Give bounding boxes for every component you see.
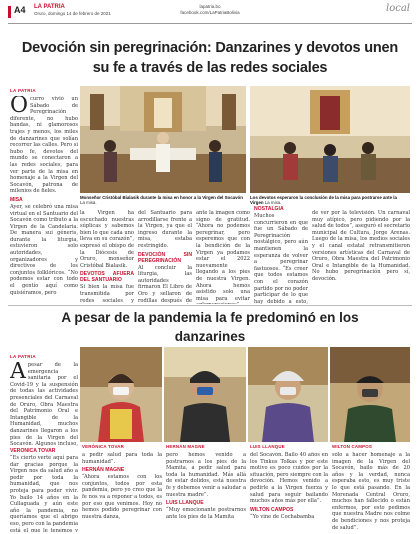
story1-column-2 — [80, 210, 134, 304]
caption-wilton-campos: WILTON CAMPOS — [332, 444, 372, 449]
story2-sub-luis: LUIS LLANQUE — [166, 500, 204, 507]
story2-sub-wilton: WILTON CAMPOS — [250, 506, 294, 513]
story1-photo-mass — [80, 86, 246, 193]
story1-misa-text: Ayer, se celebró una misa virtual en el Santuario del Socavón como tributo a la Virgen de la Candelaria. De manera sui géneris, durante la liturgia, estuvieron solo autoridades, organizadores y directivos de los conjuntos folklóricos. “No podemos estar con todo el gentío aquí como quisiéramos, pero — [10, 203, 78, 296]
story-divider — [8, 305, 412, 306]
caption-veronica-tovar: VERÓNICA TOVAR — [82, 444, 124, 449]
header-rule — [8, 23, 412, 24]
photo-wilton-campos — [330, 347, 410, 442]
web-info — [150, 4, 270, 16]
story1-col3b-text: Al concluir la liturgia, las autoridades firmaron El Libro de Oro y sellaron de rodillas después de — [138, 264, 192, 304]
section-name: local — [386, 3, 410, 14]
story2-column-4 — [250, 452, 328, 532]
story1-headline: Devoción sin peregrinación: Danzarines y devotos unen su fe a través de las redes sociales — [21, 40, 399, 76]
photo-hernan-magne — [164, 347, 246, 442]
story1-column-1 — [10, 96, 78, 304]
facebook-link[interactable]: facebook.com/LaPatriaBolivia — [180, 10, 240, 15]
story1-lead: curro vivió un Sábado de Peregrinación diferente, no hubo bandas, ni glamorosos trajes y menos, los miles de danzarines que solían recorrer las calles. Pero si hubo fe, devotos del mundo se conectaron a las redes sociales, para ver parte de la misa en homenaje a la Virgen del Socavón, patrona de milenios de fieles. — [10, 96, 78, 195]
story1-photo2-caption-credit: La misa. — [264, 200, 282, 206]
story2-column-1 — [10, 362, 78, 446]
story2-kicker: LA PATRIA — [10, 354, 36, 359]
newspaper-name: LA PATRIA — [34, 4, 65, 10]
caption-hernan-magne: HERNÁN MAGNE — [166, 444, 205, 449]
story1-photo1-caption-credit: La misa. — [80, 200, 97, 206]
issue-date: Oruro, domingo 14 de febrero de 2021 — [34, 11, 111, 16]
story1-photo-devotees — [250, 86, 410, 193]
story2-col4c-text: “Yo vine de Cochabamba — [250, 513, 315, 520]
story2-col3c-text: “Muy emocionante postrarnos ante los pies de la Mamita — [166, 507, 246, 520]
story1-photo1-caption — [80, 195, 246, 206]
story1-sub-misa: MISA — [10, 196, 23, 203]
story1-photo1-caption-text: Monseñor Cristóbal Bialasik durante la misa en honor a la Virgen del Socavón — [80, 195, 243, 200]
story1-column-4 — [196, 210, 250, 304]
story1-photo2-caption — [250, 195, 410, 206]
story2-col4b-text: del Socavón. Bailo 40 años en los Tinkus Tolkas y por este motivo es poco cuidos por la situación, pero siempre con la devoción. Hemos venido a pedirle a la Virgen fuerza y salud para seguir bailando muchos años más por ella”. — [250, 452, 328, 505]
story2-column-5 — [332, 452, 410, 532]
story1-col6-text: de ver por la televisión. Un carnaval muy atípico, pero pidiendo por la salud de todos”, aseguró el secretario municipal de Cultura, Jorge Arenas. Luego de la misa, los medios sociales y el canal estatal retransmitieron versiones artísticas del Carnaval de Oruro, Obra Maestra del Patrimonio Oral e Intangible de la Humanidad. No hubo peregrinación pero sí, devoción. — [312, 210, 410, 282]
story1-col3-text: del Santuario para arrodillarse frente a la Virgen, ya que el ingreso durante la misa, estaba restringido. — [138, 210, 192, 249]
story1-sub-nostalgia: NOSTALGIA — [254, 206, 284, 212]
website-link[interactable]: lapatria.bo — [199, 4, 221, 9]
story1-col2b-text: Si bien la misa fue transmitida por redes sociales y — [80, 284, 134, 304]
story1-col2-text: la Virgen ha escuchado nuestras súplicas y sabemos bien lo que cada uno lleva en su corazón”, expresó el obispo de la Diócesis de Oruro, monseñor Cristóbal Bialasik. — [80, 210, 134, 269]
story1-col5-text: Muchos concurrieron en que fue un Sábado de Peregrinación nostálgico, pero aún mantienen la esperanza de volver a peregrinar fastuosos. “Es creer que todos estamos con el corazón partido por no poder participar de lo que hay debido a esto, — [254, 213, 308, 304]
photo-veronica-tovar — [80, 347, 162, 442]
story2-col2b-text: a pedir salud para toda la humanidad”. — [82, 452, 162, 465]
story2-lead: pesar de la emergencia sanitaria por el Covid-19 y la suspensión de todas las actividades presenciales del Carnaval de Oruro, Obra Maestra del Patrimonio Oral e Intangible de la Humanidad, muchos danzarines llegaron a los pies de la Virgen del Socavón. Algunos incluso, — [10, 362, 78, 446]
story2-col1b-text: “Es cierto verte aquí para dar gracias porque la Virgen nos da salud año a pedir por toda la humanidad, que nos proteja para poder vivir. Yo bailo 14 años en la Cullaguada y aún este año la pandemia, no queríamos que el abrigo eso, pero con la pandemia está el que le tenemos y — [10, 455, 78, 532]
story2-sub-hernan: HERNÁN MAGNE — [82, 467, 125, 474]
photo-luis-llanque — [248, 347, 328, 442]
story1-sub-devocion: DEVOCIÓN SIN PEREGRINACIÓN — [138, 251, 192, 264]
story1-kicker: LA PATRIA — [10, 88, 36, 93]
story1-col4-text: ante la imagen como signo de gratitud. “Ahora no podemos peregrinar, pero esperemos que con la bendición de la Virgen ya podamos estar el 2022 nuevamente llegando a los pies de nuestra Virgen. Ahora hemos asistido solo una misa para evitar — [196, 210, 250, 302]
story1-column-3 — [138, 210, 192, 304]
story1-dropcap: O — [10, 96, 29, 118]
story2-column-3 — [166, 452, 246, 532]
story1-column-5 — [254, 206, 308, 304]
story2-col2c-text: “Ahora estamos con los conjuntos, todos por esta pandemia, pero yo creo que la fe nos va a reponer a todos, es por eso que venimos. Hoy no hemos podido peregrinar con nuestra danza, — [82, 474, 162, 520]
story1-sub-devotos: DEVOTOS AFUERA DEL SANTUARIO — [80, 271, 134, 284]
story2-sub-veronica: VERÓNICA TOVAR — [10, 448, 56, 454]
story2-column-1b — [10, 448, 78, 532]
story2-headline: A pesar de la pandemia la fe predominó en los danzarines — [61, 310, 359, 344]
page-accent-bar — [8, 6, 11, 18]
caption-luis-llanque: LUIS LLANQUE — [250, 444, 285, 449]
story2-dropcap: A — [10, 362, 26, 384]
story2-col3b-text: pero hemos venido a postrarnos a los pies de la Mamita, a pedir salud para toda la humanidad. Más allá de estar dolidos, está nuestra fe y debemos venir a saludar a nuestra madre”. — [166, 452, 246, 498]
page-number: A4 — [14, 5, 26, 15]
page-header — [0, 0, 420, 28]
story2-col5b-text: sólo a hacer homenaje a la imagen de la Virgen del Socavón, bailo más de 20 años y la verdad, nunca esperaba esto, es muy triste lo que está pasando. En la Morenada Central Oruro, muchos han fallecido o están enfermos, por esto pedimos que nuestra Madre nos colme de bendiciones y nos proteja de salud”. — [332, 452, 410, 531]
story2-column-2 — [82, 452, 162, 532]
story1-photo2-caption-text: Los devotos esperaron la conclusión de la misa para postrarse ante la Virgen — [250, 195, 397, 206]
story1-column-6 — [312, 210, 410, 304]
